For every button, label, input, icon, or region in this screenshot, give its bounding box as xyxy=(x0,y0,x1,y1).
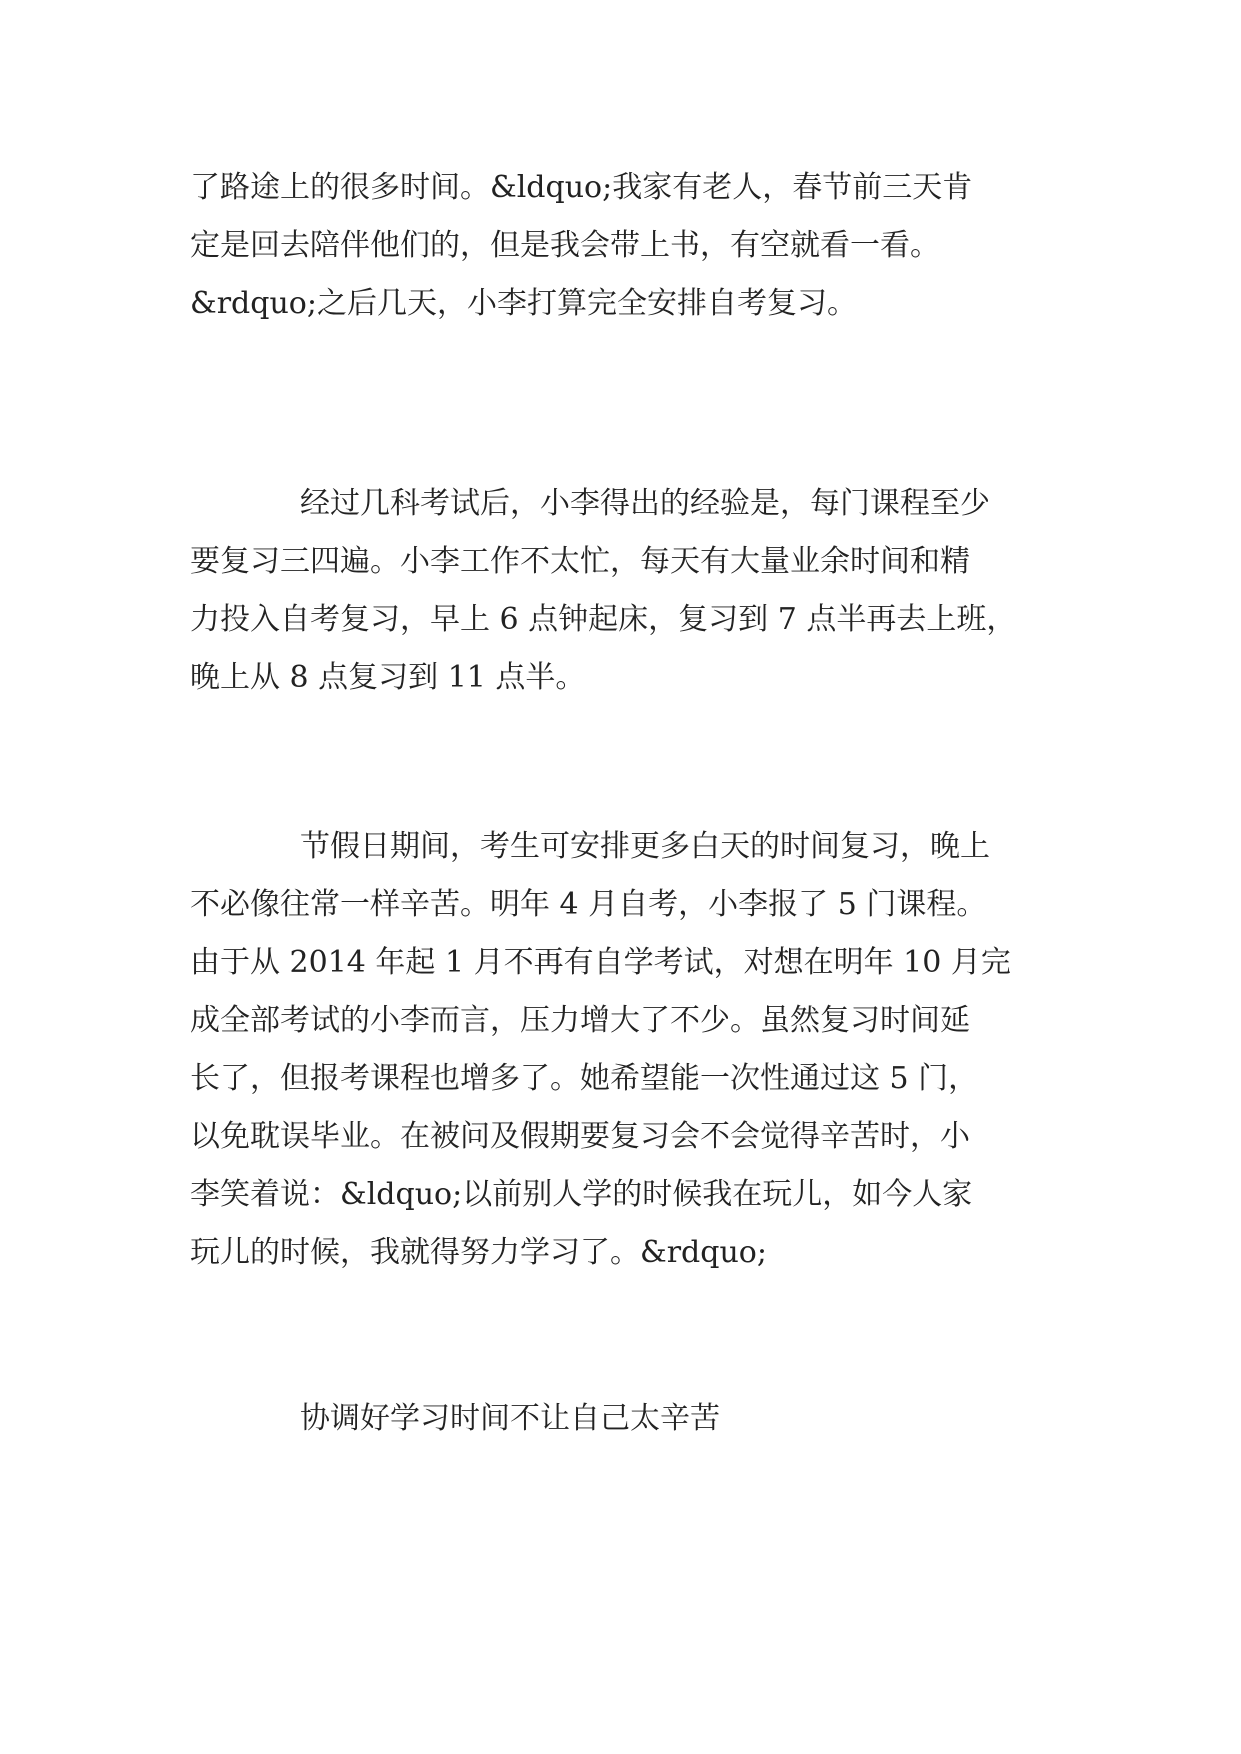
paragraph-line: 晚上从 8 点复习到 11 点半。 xyxy=(190,660,586,695)
paragraph-line: 定是回去陪伴他们的，但是我会带上书，有空就看一看。 xyxy=(190,228,940,263)
paragraph-line: 要复习三四遍。小李工作不太忙，每天有大量业余时间和精 xyxy=(190,544,970,579)
paragraph-1 xyxy=(190,159,1052,333)
section-heading xyxy=(190,1390,1052,1448)
paragraph-line: 李笑着说：&ldquo;以前别人学的时候我在玩儿，如今人家 xyxy=(190,1177,973,1212)
paragraph-line: 不必像往常一样辛苦。明年 4 月自考，小李报了 5 门课程。 xyxy=(190,887,987,922)
paragraph-3 xyxy=(190,818,1052,1282)
paragraph-line: 成全部考试的小李而言，压力增大了不少。虽然复习时间延 xyxy=(190,1003,970,1038)
paragraph-line: 节假日期间，考生可安排更多白天的时间复习，晚上 xyxy=(300,829,990,864)
paragraph-line: 长了，但报考课程也增多了。她希望能一次性通过这 5 门， xyxy=(190,1061,979,1096)
paragraph-line: 以免耽误毕业。在被问及假期要复习会不会觉得辛苦时，小 xyxy=(190,1119,970,1154)
paragraph-2 xyxy=(190,475,1052,707)
paragraph-line: 了路途上的很多时间。&ldquo;我家有老人，春节前三天肯 xyxy=(190,170,973,205)
paragraph-line: &rdquo;之后几天，小李打算完全安排自考复习。 xyxy=(190,286,857,321)
paragraph-line: 玩儿的时候，我就得努力学习了。&rdquo; xyxy=(190,1235,767,1270)
paragraph-line: 由于从 2014 年起 1 月不再有自学考试，对想在明年 10 月完 xyxy=(190,945,1011,980)
paragraph-line: 经过几科考试后，小李得出的经验是，每门课程至少 xyxy=(300,486,990,521)
heading-line: 协调好学习时间不让自己太辛苦 xyxy=(300,1401,720,1436)
paragraph-line: 力投入自考复习，早上 6 点钟起床，复习到 7 点半再去上班， xyxy=(190,602,1017,637)
